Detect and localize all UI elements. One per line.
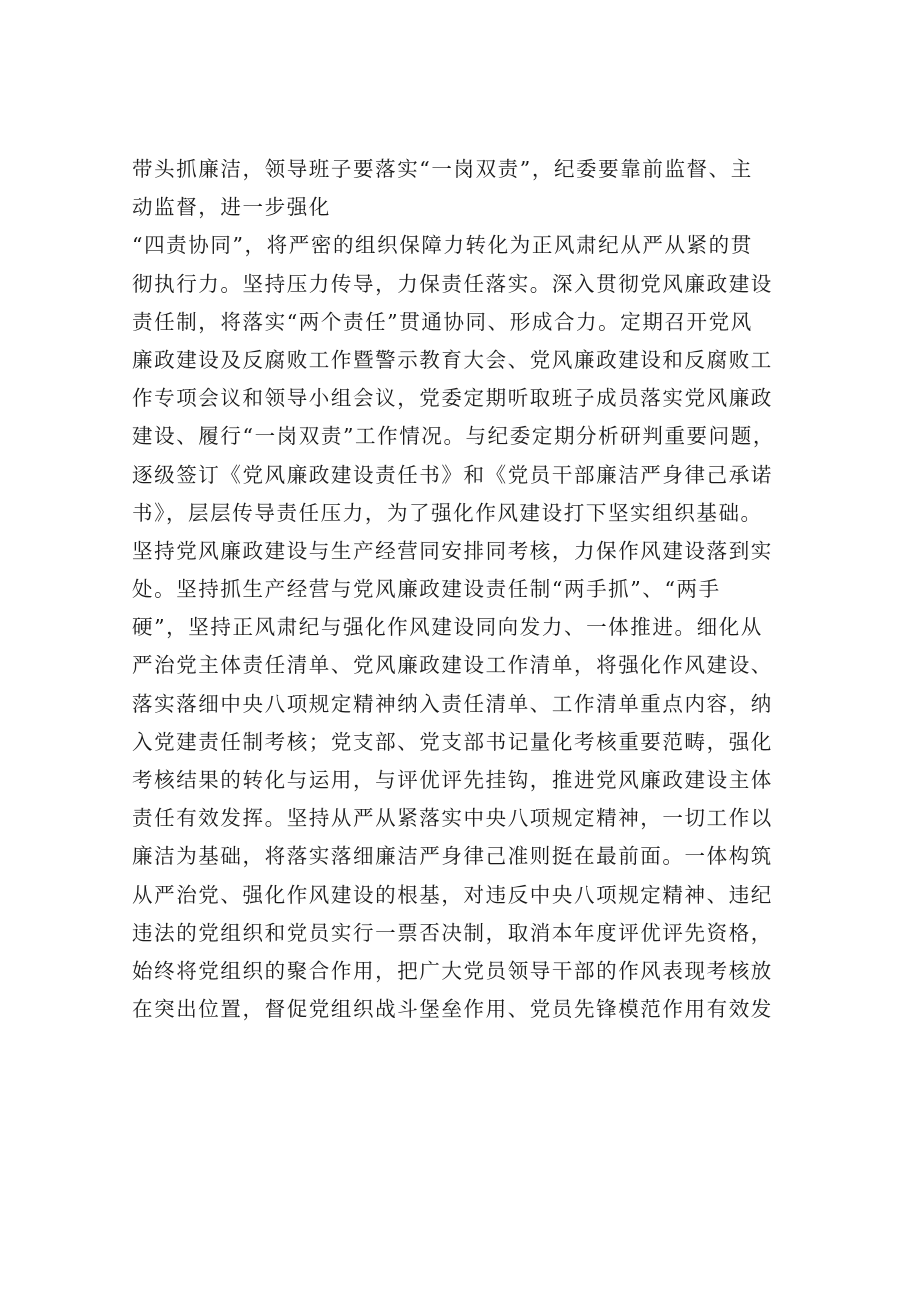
text-line: 责任制，将落实“两个责任”贯通协同、形成合力。定期召开党风	[132, 309, 753, 334]
text-line: 责任有效发挥。坚持从严从紧落实中央八项规定精神，一切工作以	[132, 806, 773, 831]
text-line: 廉政建设及反腐败工作暨警示教育大会、党风廉政建设和反腐败工	[132, 347, 773, 372]
text-line: 始终将党组织的聚合作用，把广大党员领导干部的作风表现考核放	[132, 958, 773, 983]
text-line: 动监督，进一步强化	[132, 195, 331, 220]
text-line: 书》，层层传导责任压力，为了强化作风建设打下坚实组织基础。	[132, 500, 763, 525]
text-line: 逐级签订《党风廉政建设责任书》和《党员干部廉洁严身律己承诺	[132, 462, 773, 487]
text-line: 严治党主体责任清单、党风廉政建设工作清单，将强化作风建设、	[132, 653, 773, 678]
text-line: 作专项会议和领导小组会议，党委定期听取班子成员落实党风廉政	[132, 386, 773, 411]
body-text	[132, 150, 812, 1028]
text-line: 建设、履行“一岗双责”工作情况。与纪委定期分析研判重要问题，	[132, 424, 775, 449]
text-line: 硬”，坚持正风肃纪与强化作风建设同向发力、一体推进。细化从	[132, 615, 763, 640]
text-line: 入党建责任制考核；党支部、党支部书记量化考核重要范畴，强化	[132, 729, 773, 754]
text-line: 在突出位置，督促党组织战斗堡垒作用、党员先锋模范作用有效发	[132, 997, 773, 1022]
text-line: “四责协同”，将严密的组织保障力转化为正风肃纪从严从紧的贯	[132, 233, 753, 258]
text-line: 处。坚持抓生产经营与党风廉政建设责任制“两手抓”、“两手	[132, 577, 721, 602]
text-line: 落实落细中央八项规定精神纳入责任清单、工作清单重点内容，纳	[132, 691, 773, 716]
text-line: 彻执行力。坚持压力传导，力保责任落实。深入贯彻党风廉政建设	[132, 271, 773, 296]
text-line: 带头抓廉洁，领导班子要落实“一岗双责”，纪委要靠前监督、主	[132, 157, 753, 181]
text-line: 从严治党、强化作风建设的根基，对违反中央八项规定精神、违纪	[132, 882, 773, 907]
text-line: 坚持党风廉政建设与生产经营同安排同考核，力保作风建设落到实	[132, 538, 773, 563]
text-line: 违法的党组织和党员实行一票否决制，取消本年度评优评先资格，	[132, 920, 773, 945]
text-line: 考核结果的转化与运用，与评优评先挂钩，推进党风廉政建设主体	[132, 768, 773, 792]
text-line: 廉洁为基础，将落实落细廉洁严身律己准则挺在最前面。一体构筑	[132, 844, 773, 869]
